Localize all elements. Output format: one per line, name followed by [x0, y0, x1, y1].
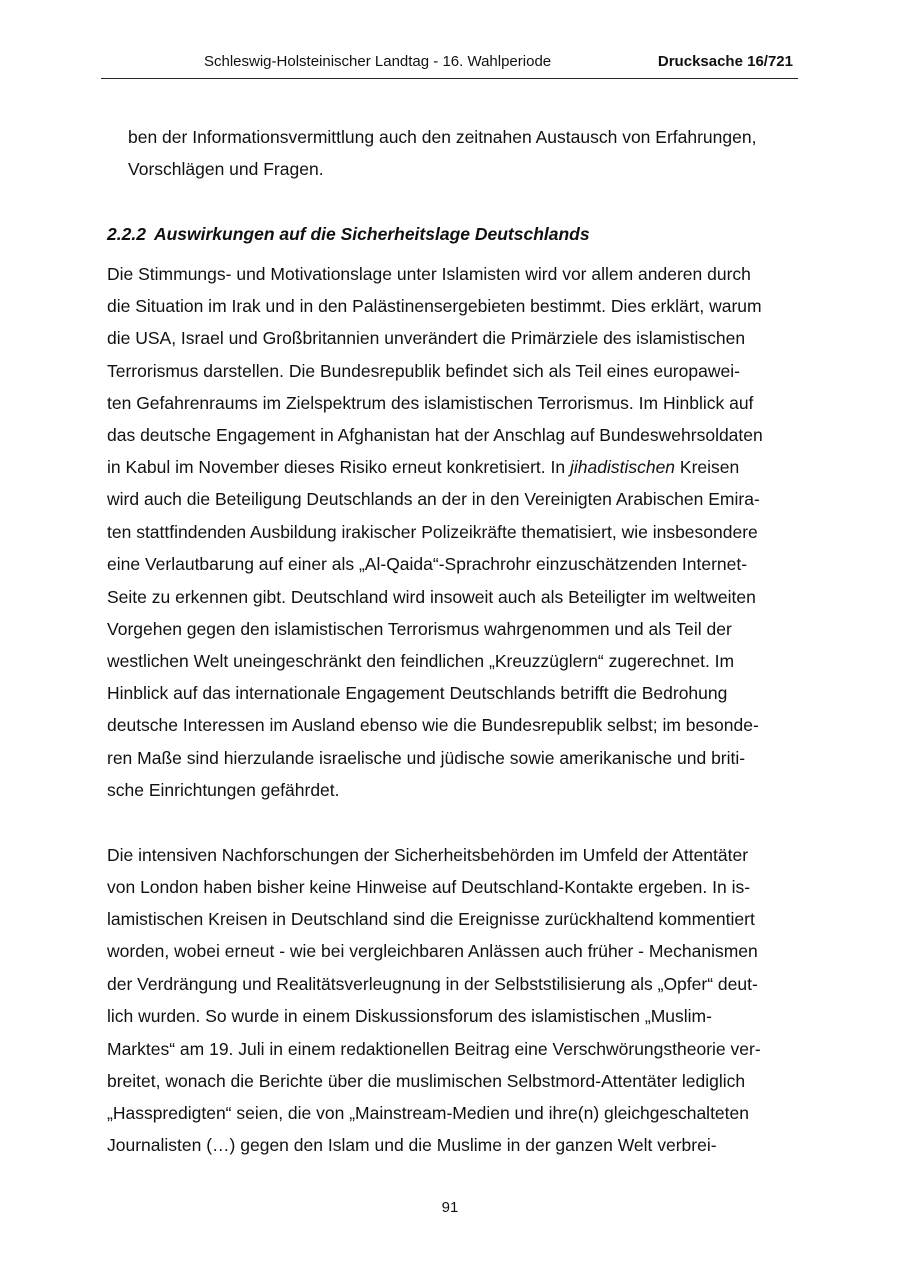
paragraph-line: Terrorismus darstellen. Die Bundesrepublik befindet sich als Teil eines europawei-	[107, 361, 740, 381]
header-title: Schleswig-Holsteinischer Landtag - 16. Wahlperiode	[204, 53, 552, 70]
italic-term: jihadistischen	[569, 457, 676, 477]
text-run: in Kabul im November dieses Risiko erneut konkretisiert. In	[107, 457, 570, 477]
paragraph-line: Die intensiven Nachforschungen der Sicherheitsbehörden im Umfeld der Attentäter	[107, 845, 749, 865]
paragraph-line: die USA, Israel und Großbritannien unverändert die Primärziele des islamistischen	[107, 328, 746, 348]
drucksache-number: Drucksache 16/721	[657, 53, 793, 70]
paragraph-line: ten Gefahrenraums im Zielspektrum des islamistischen Terrorismus. Im Hinblick auf	[107, 393, 754, 413]
section-heading	[107, 223, 590, 245]
paragraph-line: ten stattfindenden Ausbildung irakischer Polizeikräfte thematisiert, wie insbesondere	[107, 522, 758, 542]
page-number: 91	[441, 1199, 459, 1216]
paragraph-line: lich wurden. So wurde in einem Diskussionsforum des islamistischen „Muslim-	[107, 1006, 712, 1026]
paragraph-line: Journalisten (…) gegen den Islam und die Muslime in der ganzen Welt verbrei-	[107, 1135, 717, 1155]
paragraph-line: das deutsche Engagement in Afghanistan hat der Anschlag auf Bundeswehrsoldaten	[107, 425, 763, 445]
text-run: Kreisen	[675, 457, 740, 477]
paragraph-line: worden, wobei erneut - wie bei vergleichbaren Anlässen auch früher - Mechanismen	[107, 941, 758, 961]
continuation-line: Vorschlägen und Fragen.	[128, 159, 324, 179]
paragraph-line: lamistischen Kreisen in Deutschland sind die Ereignisse zurückhaltend kommentiert	[107, 909, 755, 929]
paragraph-line: der Verdrängung und Realitätsverleugnung in der Selbststilisierung als „Opfer“ deut-	[107, 974, 758, 994]
paragraph-line: Hinblick auf das internationale Engagement Deutschlands betrifft die Bedrohung	[107, 683, 728, 703]
paragraph-line: Die Stimmungs- und Motivationslage unter Islamisten wird vor allem anderen durch	[107, 264, 751, 284]
section-number: 2.2.2	[107, 224, 146, 244]
paragraph-line: deutsche Interessen im Ausland ebenso wie die Bundesrepublik selbst; im besonde-	[107, 715, 759, 735]
paragraph-line: sche Einrichtungen gefährdet.	[107, 780, 340, 800]
page-header	[101, 52, 798, 79]
section-title: Auswirkungen auf die Sicherheitslage Deutschlands	[153, 224, 590, 244]
paragraph-line: die Situation im Irak und in den Palästinensergebieten bestimmt. Dies erklärt, warum	[107, 296, 762, 316]
continuation-line: ben der Informationsvermittlung auch den zeitnahen Austausch von Erfahrungen,	[128, 127, 757, 147]
paragraph-line: wird auch die Beteiligung Deutschlands an der in den Vereinigten Arabischen Emira-	[107, 489, 760, 509]
paragraph-line: Vorgehen gegen den islamistischen Terrorismus wahrgenommen und als Teil der	[107, 619, 732, 639]
paragraph-line: „Hasspredigten“ seien, die von „Mainstream-Medien und ihre(n) gleichgeschalteten	[107, 1103, 749, 1123]
paragraph-line: von London haben bisher keine Hinweise auf Deutschland-Kontakte ergeben. In is-	[107, 877, 751, 897]
paragraph-line: ren Maße sind hierzulande israelische und jüdische sowie amerikanische und briti-	[107, 748, 746, 768]
paragraph-line: westlichen Welt uneingeschränkt den feindlichen „Kreuzzüglern“ zugerechnet. Im	[107, 651, 735, 671]
paragraph-line	[107, 456, 739, 478]
paragraph-line: eine Verlautbarung auf einer als „Al-Qaida“-Sprachrohr einzuschätzenden Internet-	[107, 554, 748, 574]
paragraph-line: Seite zu erkennen gibt. Deutschland wird insoweit auch als Beteiligter im weltweiten	[107, 587, 756, 607]
paragraph-line: Marktes“ am 19. Juli in einem redaktionellen Beitrag eine Verschwörungstheorie ver-	[107, 1039, 761, 1059]
paragraph-line: breitet, wonach die Berichte über die muslimischen Selbstmord-Attentäter lediglich	[107, 1071, 746, 1091]
